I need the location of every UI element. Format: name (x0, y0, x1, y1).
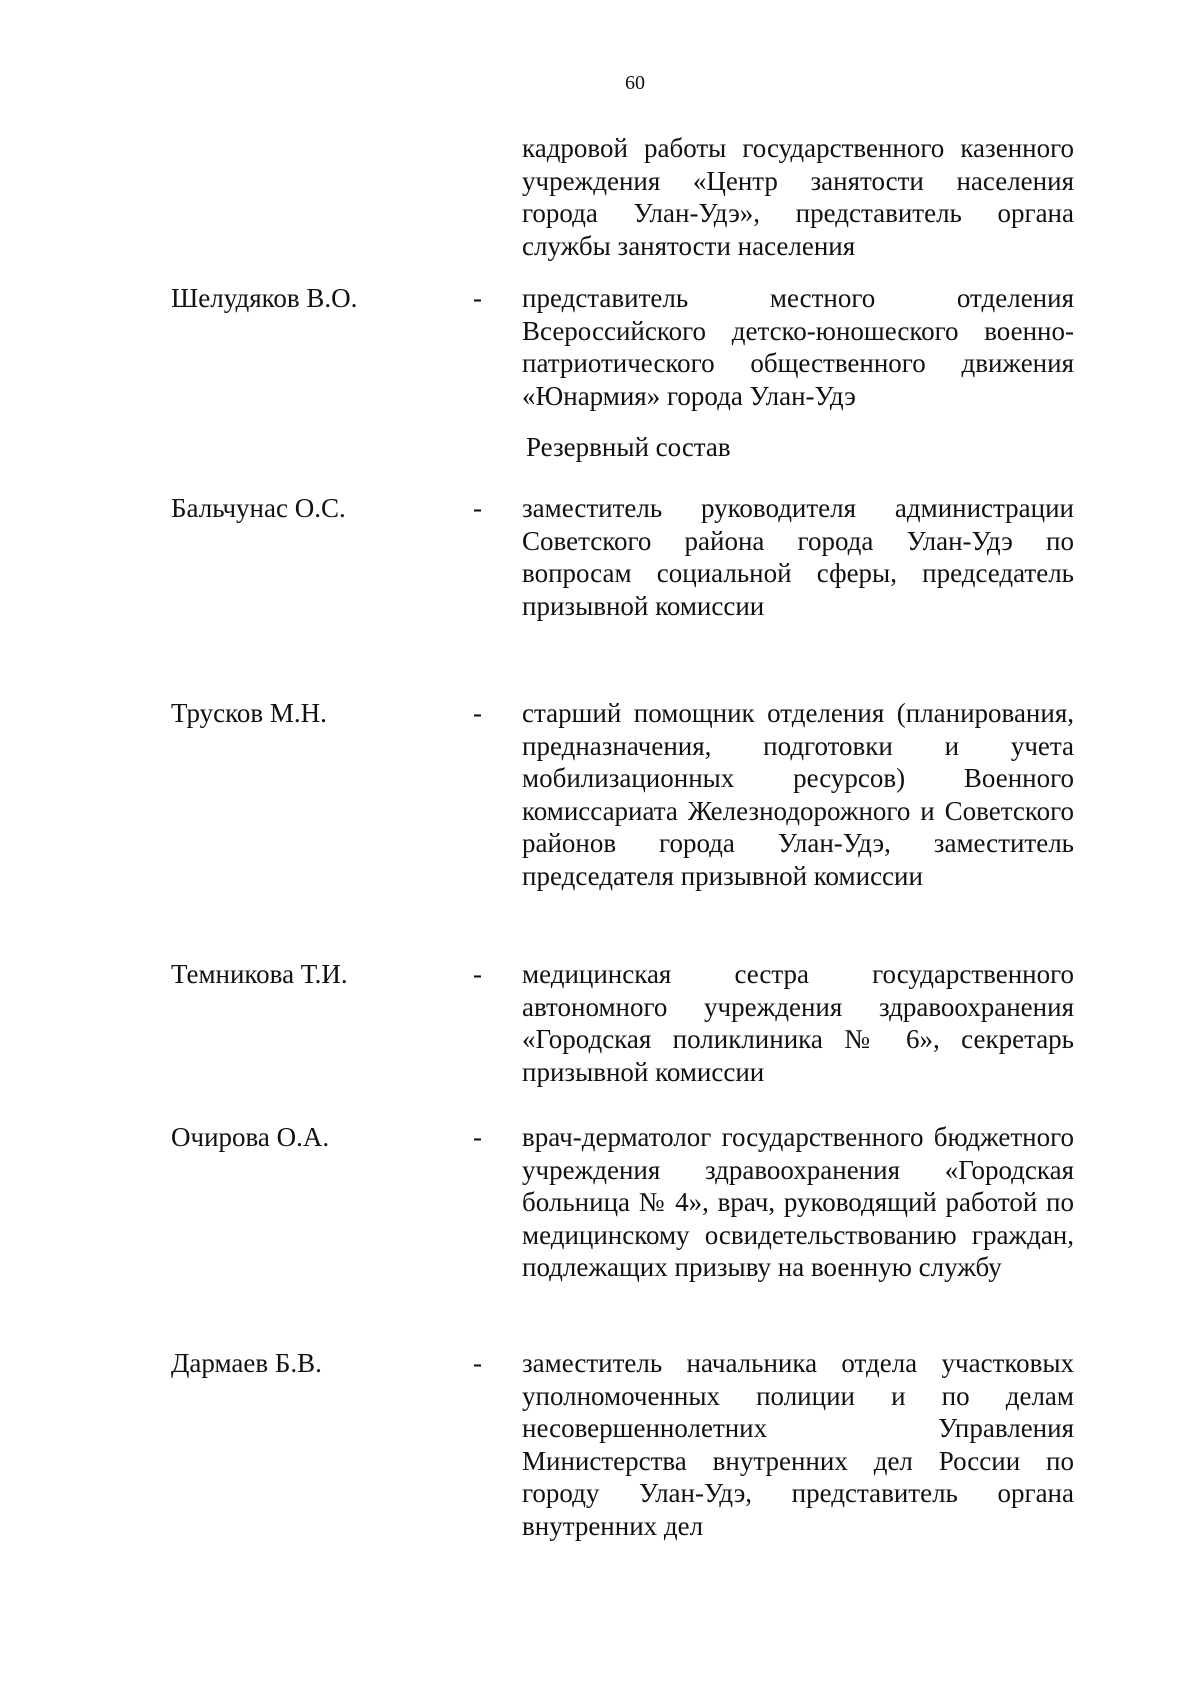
member-name: Шелудяков В.О. (171, 283, 358, 313)
member-role: старший помощник отделения (планирования, предназначения, подготовки и учета мобилизационных ресурсов) Военного комиссариата Железнодорожного и Советского районов города Улан-Удэ, заместитель председателя призывной комиссии (522, 698, 1074, 891)
continuation-text: кадровой работы государственного казенного учреждения «Центр занятости населения города Улан-Удэ», представитель органа службы занятости населения (522, 133, 1074, 261)
page-number: 60 (625, 72, 645, 94)
dash-separator: - (473, 698, 482, 728)
dash-separator: - (473, 959, 482, 989)
dash-separator: - (473, 1348, 482, 1378)
member-name: Темникова Т.И. (171, 959, 348, 989)
dash-separator: - (473, 1122, 482, 1152)
member-name: Очирова О.А. (171, 1122, 330, 1152)
member-role: заместитель руководителя администрации Советского района города Улан-Удэ по вопросам социальной сферы, председатель призывной комиссии (522, 493, 1074, 621)
dash-separator: - (473, 283, 482, 313)
member-role: представитель местного отделения Всероссийского детско-юношеского военно-патриотического общественного движения «Юнармия» города Улан-Удэ (522, 283, 1074, 411)
dash-separator: - (473, 493, 482, 523)
member-role: врач-дерматолог государственного бюджетного учреждения здравоохранения «Городская больница № 4», врач, руководящий работой по медицинскому освидетельствованию граждан, подлежащих призыву на военную службу (522, 1122, 1074, 1282)
member-name: Трусков М.Н. (171, 698, 327, 728)
member-role: медицинская сестра государственного автономного учреждения здравоохранения «Городская поликлиника № 6», секретарь призывной комиссии (522, 959, 1074, 1087)
member-name: Дармаев Б.В. (171, 1348, 322, 1378)
section-heading: Резервный состав (526, 432, 731, 462)
member-name: Бальчунас О.С. (171, 493, 346, 523)
member-role: заместитель начальника отдела участковых уполномоченных полиции и по делам несовершеннолетних Управления Министерства внутренних дел России по городу Улан-Удэ, представитель органа внутренних дел (522, 1348, 1074, 1541)
